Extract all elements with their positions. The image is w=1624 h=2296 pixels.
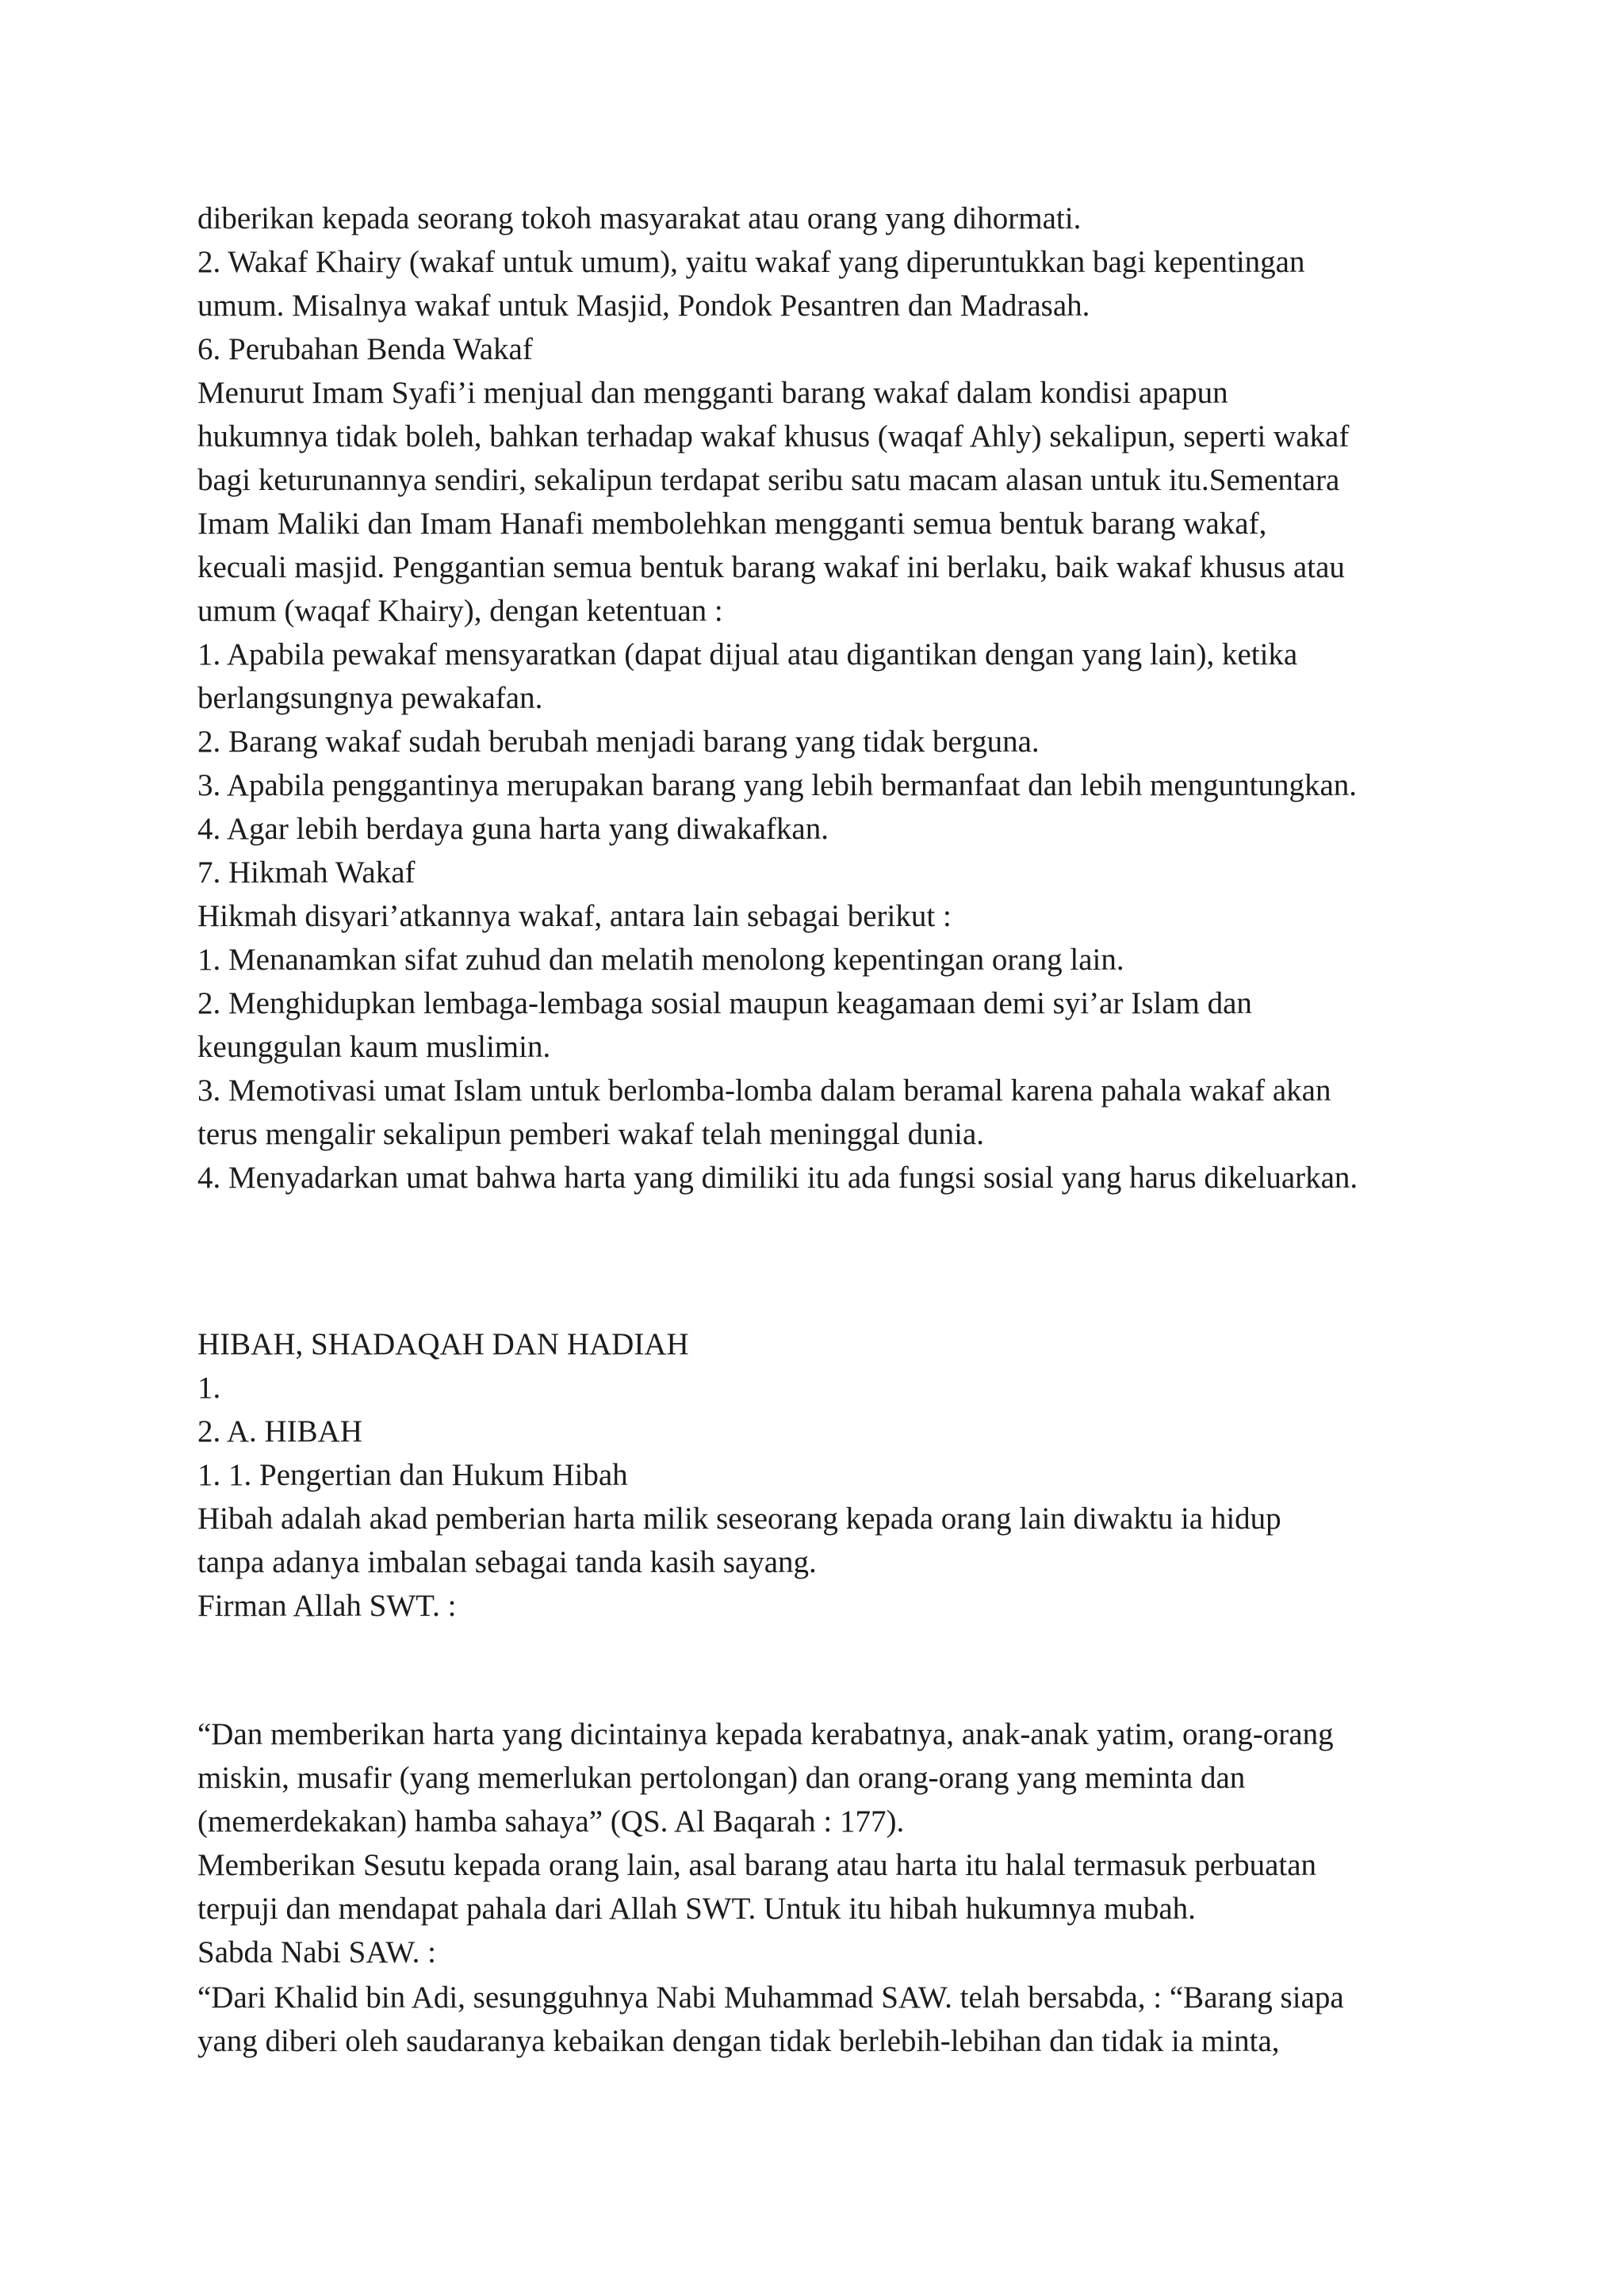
list-item: 1. (197, 1371, 221, 1405)
text-line: Firman Allah SWT. : (197, 1589, 457, 1623)
section-heading: 7. Hikmah Wakaf (197, 855, 416, 890)
section-heading: 2. A. HIBAH (197, 1414, 363, 1448)
section-heading: 1. 1. Pengertian dan Hukum Hibah (197, 1458, 628, 1492)
chapter-title: HIBAH, SHADAQAH DAN HADIAH (197, 1327, 689, 1361)
quran-quote-text (197, 1712, 1498, 1974)
text-line: Hikmah disyari’atkannya wakaf, antara lain sebagai berikut : (197, 899, 952, 933)
list-item: 4. Menyadarkan umat bahwa harta yang dimiliki itu ada fungsi sosial yang harus dikeluarkan. (197, 1161, 1358, 1195)
list-item: 3. Memotivasi umat Islam untuk berlomba-lomba dalam beramal karena pahala wakaf akan (197, 1073, 1331, 1108)
text-line: umum (waqaf Khairy), dengan ketentuan : (197, 594, 723, 628)
text-line: Memberikan Sesutu kepada orang lain, asal barang atau harta itu halal termasuk perbuatan (197, 1848, 1317, 1882)
list-item: 1. Apabila pewakaf mensyaratkan (dapat dijual atau digantikan dengan yang lain), ketika (197, 637, 1298, 672)
hibah-section-text (197, 1322, 1498, 1628)
list-item: 2. Menghidupkan lembaga-lembaga sosial maupun keagamaan demi syi’ar Islam dan (197, 986, 1252, 1020)
section-heading: 6. Perubahan Benda Wakaf (197, 332, 533, 366)
text-line: Menurut Imam Syafi’i menjual dan mengganti barang wakaf dalam kondisi apapun (197, 376, 1228, 410)
text-line: hukumnya tidak boleh, bahkan terhadap wakaf khusus (waqaf Ahly) sekalipun, seperti wakaf (197, 419, 1350, 453)
hadith-quote-text (197, 1976, 1498, 2063)
text-line: terus mengalir sekalipun pemberi wakaf telah meninggal dunia. (197, 1117, 985, 1151)
text-line: 2. Wakaf Khairy (wakaf untuk umum), yaitu wakaf yang diperuntukkan bagi kepentingan (197, 245, 1305, 279)
list-item: 3. Apabila penggantinya merupakan barang yang lebih bermanfaat dan lebih menguntungkan. (197, 768, 1358, 802)
list-item: 4. Agar lebih berdaya guna harta yang diwakafkan. (197, 812, 829, 846)
text-line: kecuali masjid. Penggantian semua bentuk barang wakaf ini berlaku, baik wakaf khusus atau (197, 550, 1345, 584)
quote-line: yang diberi oleh saudaranya kebaikan dengan tidak berlebih-lebihan dan tidak ia minta, (197, 2024, 1280, 2058)
text-line: keunggulan kaum muslimin. (197, 1030, 551, 1064)
quote-line: “Dan memberikan harta yang dicintainya kepada kerabatnya, anak-anak yatim, orang-orang (197, 1717, 1334, 1751)
wakaf-section-text (197, 197, 1498, 1200)
text-line: Hibah adalah akad pemberian harta milik seseorang kepada orang lain diwaktu ia hidup (197, 1502, 1281, 1536)
list-item: 2. Barang wakaf sudah berubah menjadi barang yang tidak berguna. (197, 725, 1040, 759)
text-line: diberikan kepada seorang tokoh masyarakat atau orang yang dihormati. (197, 201, 1082, 235)
text-line: bagi keturunannya sendiri, sekalipun terdapat seribu satu macam alasan untuk itu.Sementara (197, 463, 1340, 497)
text-line: Sabda Nabi SAW. : (197, 1935, 436, 1969)
text-line: terpuji dan mendapat pahala dari Allah SWT. Untuk itu hibah hukumnya mubah. (197, 1892, 1196, 1926)
text-line: umum. Misalnya wakaf untuk Masjid, Pondok Pesantren dan Madrasah. (197, 289, 1090, 323)
text-line: tanpa adanya imbalan sebagai tanda kasih sayang. (197, 1545, 817, 1579)
list-item: 1. Menanamkan sifat zuhud dan melatih menolong kepentingan orang lain. (197, 943, 1124, 977)
quote-line: miskin, musafir (yang memerlukan pertolongan) dan orang-orang yang meminta dan (197, 1761, 1246, 1795)
quote-line: “Dari Khalid bin Adi, sesungguhnya Nabi Muhammad SAW. telah bersabda, : “Barang siapa (197, 1980, 1344, 2015)
quote-line: (memerdekakan) hamba sahaya” (QS. Al Baqarah : 177). (197, 1804, 905, 1839)
text-line: Imam Maliki dan Imam Hanafi membolehkan mengganti semua bentuk barang wakaf, (197, 507, 1267, 541)
text-line: berlangsungnya pewakafan. (197, 681, 543, 715)
